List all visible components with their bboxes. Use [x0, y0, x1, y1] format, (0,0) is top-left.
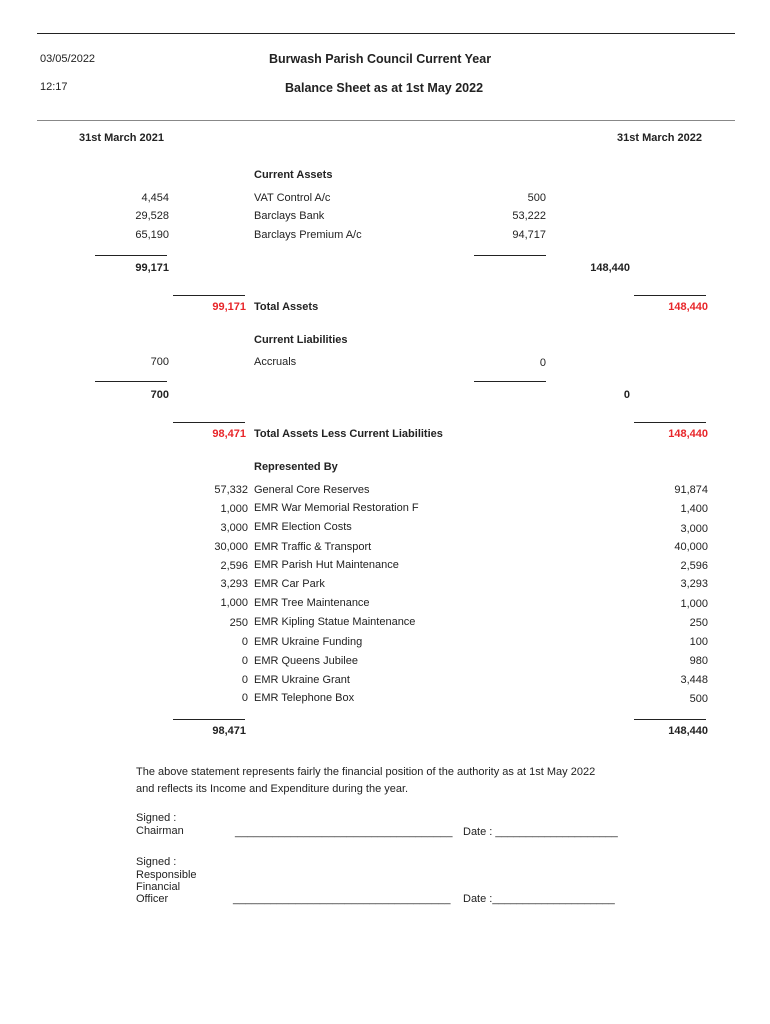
rb-current: 250	[689, 617, 708, 629]
ca-prior-vat: 4,454	[141, 192, 169, 204]
rb-prior: 2,596	[220, 560, 248, 572]
cl-rule-prior	[95, 381, 167, 382]
rb-rule-prior	[173, 719, 245, 720]
rb-prior: 30,000	[214, 541, 248, 553]
cl-current-accruals: 0	[539, 357, 546, 369]
rb-label: EMR Ukraine Funding	[254, 636, 363, 648]
cl-label-accruals: Accruals	[254, 356, 297, 368]
rb-total-prior: 98,471	[212, 725, 246, 737]
current-liabilities-heading: Current Liabilities	[254, 334, 348, 346]
rb-prior: 0	[241, 636, 248, 648]
rb-prior: 250	[229, 617, 248, 629]
rb-label: EMR Kipling Statue Maintenance	[254, 616, 416, 628]
rb-current: 100	[689, 636, 708, 648]
rb-label: EMR Parish Hut Maintenance	[254, 559, 399, 571]
ca-label-barclays: Barclays Bank	[254, 210, 325, 222]
ca-current-vat: 500	[527, 192, 546, 204]
cl-subtotal-prior: 700	[150, 389, 169, 401]
rb-prior: 57,332	[214, 484, 248, 496]
rb-current: 2,596	[680, 560, 708, 572]
ca-current-premium: 94,717	[512, 229, 546, 241]
ca-label-vat: VAT Control A/c	[254, 192, 331, 204]
rfo-role-label-3: Officer	[136, 893, 169, 905]
ca-current-barclays: 53,222	[512, 210, 546, 222]
ca-rule-current	[474, 255, 546, 256]
net-assets-label: Total Assets Less Current Liabilities	[254, 428, 443, 440]
represented-by-heading: Represented By	[254, 461, 338, 473]
rb-current: 500	[689, 693, 708, 705]
rb-current: 3,293	[680, 578, 708, 590]
statement-line-2: and reflects its Income and Expenditure during the year.	[136, 783, 409, 795]
total-assets-prior: 99,171	[212, 301, 246, 313]
rb-prior: 1,000	[220, 503, 248, 515]
ta-rule-current	[634, 295, 706, 296]
report-date: 03/05/2022	[40, 53, 96, 65]
rb-current: 91,874	[674, 484, 708, 496]
cl-rule-current	[474, 381, 546, 382]
ca-subtotal-prior: 99,171	[135, 262, 169, 274]
rb-current: 40,000	[674, 541, 708, 553]
rb-current: 3,000	[680, 523, 708, 535]
rb-rule-current	[634, 719, 706, 720]
statement-line-1: The above statement represents fairly the financial position of the authority as at 1st May 2022	[136, 766, 596, 778]
rb-current: 1,000	[680, 598, 708, 610]
rfo-role-label-1: Responsible	[136, 869, 197, 881]
rb-prior: 3,000	[220, 522, 248, 534]
ca-rule-prior	[95, 255, 167, 256]
rb-prior: 1,000	[220, 597, 248, 609]
rb-prior: 0	[241, 655, 248, 667]
current-assets-heading: Current Assets	[254, 169, 333, 181]
rb-current: 3,448	[680, 674, 708, 686]
rb-label: EMR Telephone Box	[254, 692, 355, 704]
chairman-role-label: Chairman	[136, 825, 184, 837]
rb-current: 980	[689, 655, 708, 667]
rb-label: EMR War Memorial Restoration F	[254, 502, 419, 514]
rb-label: EMR Traffic & Transport	[254, 541, 372, 553]
rb-label: EMR Queens Jubilee	[254, 655, 358, 667]
rb-label: General Core Reserves	[254, 484, 370, 496]
rfo-signed-label: Signed :	[136, 856, 177, 868]
chairman-signed-label: Signed :	[136, 812, 177, 824]
top-rule	[37, 33, 735, 34]
rb-label: EMR Tree Maintenance	[254, 597, 370, 609]
ca-label-premium: Barclays Premium A/c	[254, 229, 362, 241]
report-time: 12:17	[40, 81, 68, 93]
ca-prior-premium: 65,190	[135, 229, 169, 241]
chairman-signature-line[interactable]: ___________________________________	[235, 826, 453, 838]
net-assets-prior: 98,471	[212, 428, 246, 440]
column-heading-prior: 31st March 2021	[79, 132, 164, 144]
rfo-role-label-2: Financial	[136, 881, 181, 893]
rb-prior: 0	[241, 692, 248, 704]
ta-rule-prior	[173, 295, 245, 296]
rb-total-current: 148,440	[668, 725, 708, 737]
total-assets-current: 148,440	[668, 301, 708, 313]
total-assets-label: Total Assets	[254, 301, 319, 313]
na-rule-current	[634, 422, 706, 423]
report-subtitle: Balance Sheet as at 1st May 2022	[285, 81, 484, 95]
report-title: Burwash Parish Council Current Year	[269, 52, 492, 66]
rfo-date-field[interactable]: Date :____________________	[463, 893, 615, 905]
ca-subtotal-current: 148,440	[590, 262, 630, 274]
net-assets-current: 148,440	[668, 428, 708, 440]
rb-prior: 3,293	[220, 578, 248, 590]
rb-current: 1,400	[680, 503, 708, 515]
rb-prior: 0	[241, 674, 248, 686]
rb-label: EMR Ukraine Grant	[254, 674, 350, 686]
header-rule	[37, 120, 735, 121]
rfo-signature-line[interactable]: ___________________________________	[233, 893, 451, 905]
column-heading-current: 31st March 2022	[617, 132, 702, 144]
na-rule-prior	[173, 422, 245, 423]
rb-label: EMR Election Costs	[254, 521, 352, 533]
ca-prior-barclays: 29,528	[135, 210, 169, 222]
cl-prior-accruals: 700	[150, 356, 169, 368]
chairman-date-field[interactable]: Date : ____________________	[463, 826, 618, 838]
rb-label: EMR Car Park	[254, 578, 325, 590]
cl-subtotal-current: 0	[623, 389, 630, 401]
